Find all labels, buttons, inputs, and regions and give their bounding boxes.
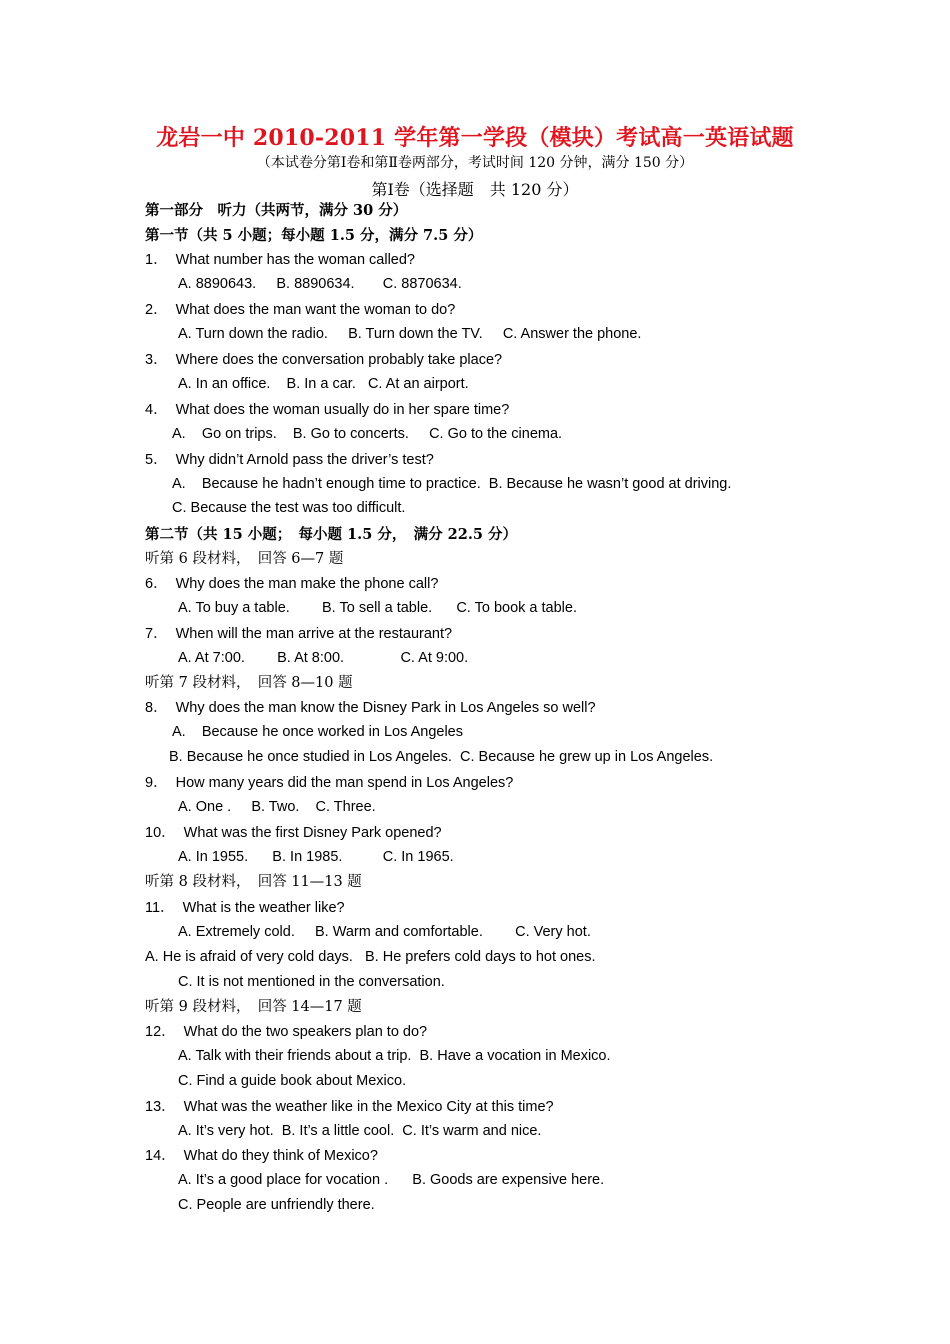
question-5-option-c: C. Because the test was too difficult. (172, 500, 406, 516)
question-8-option-a: A. Because he once worked in Los Angeles (172, 724, 463, 740)
question-7-options: A. At 7:00. B. At 8:00. C. At 9:00. (178, 650, 469, 666)
question-13: 13． What was the weather like in the Mexico City at this time? (145, 1099, 554, 1115)
group-9-instruction: 听第 9 段材料， 回答 14—17 题 (145, 999, 362, 1015)
question-6: 6． Why does the man make the phone call? (145, 576, 439, 592)
question-14-option-c: C. People are unfriendly there. (178, 1197, 375, 1213)
question-3: 3． Where does the conversation probably take place? (145, 352, 503, 368)
part1-heading: 第一部分 听力（共两节，满分 30 分） (145, 202, 408, 219)
question-9: 9． How many years did the man spend in Los Angeles? (145, 775, 514, 791)
question-12-option-c: C. Find a guide book about Mexico. (178, 1073, 407, 1089)
question-9-options: A. One . B. Two. C. Three. (178, 799, 376, 815)
question-10: 10． What was the first Disney Park opened? (145, 825, 442, 841)
group-6-instruction: 听第 6 段材料， 回答 6—7 题 (145, 551, 344, 567)
question-12: 12． What do the two speakers plan to do? (145, 1024, 428, 1040)
question-7: 7． When will the man arrive at the restaurant? (145, 626, 453, 642)
group-7-instruction: 听第 7 段材料， 回答 8—10 题 (145, 675, 353, 691)
question-11-options: A. Extremely cold. B. Warm and comfortable. C. Very hot. (178, 924, 591, 940)
question-10-options: A. In 1955. B. In 1985. C. In 1965. (178, 849, 454, 865)
section2-heading: 第二节（共 15 小题； 每小题 1.5 分， 满分 22.5 分） (145, 526, 518, 543)
question-8-options-b-c: B. Because he once studied in Los Angeles. C. Because he grew up in Los Angeles. (169, 749, 714, 765)
question-8: 8． Why does the man know the Disney Park in Los Angeles so well? (145, 700, 596, 716)
question-2: 2． What does the man want the woman to do? (145, 302, 456, 318)
question-11: 11． What is the weather like? (145, 900, 345, 916)
question-14-options-a-b: A. It’s a good place for vocation . B. Goods are expensive here. (178, 1172, 605, 1188)
question-12-options-a-b: A. Talk with their friends about a trip. B. Have a vocation in Mexico. (178, 1048, 611, 1064)
question-14: 14． What do they think of Mexico? (145, 1148, 378, 1164)
question-1-options: A. 8890643. B. 8890634. C. 8870634. (178, 276, 462, 292)
question-1: 1． What number has the woman called? (145, 252, 415, 268)
exam-subtitle: （本试卷分第Ⅰ卷和第Ⅱ卷两部分，考试时间 120 分钟，满分 150 分） (256, 155, 694, 171)
volume-heading: 第Ⅰ卷（选择题 共 120 分） (371, 180, 579, 199)
question-options-a-b: A. He is afraid of very cold days. B. He prefers cold days to hot ones. (145, 949, 596, 965)
question-4: 4． What does the woman usually do in her spare time? (145, 402, 510, 418)
question-2-options: A. Turn down the radio. B. Turn down the TV. C. Answer the phone. (178, 326, 642, 342)
question-6-options: A. To buy a table. B. To sell a table. C. To book a table. (178, 600, 577, 616)
question-option-c: C. It is not mentioned in the conversation. (178, 974, 445, 990)
question-5: 5． Why didn’t Arnold pass the driver’s test? (145, 452, 434, 468)
question-13-options: A. It’s very hot. B. It’s a little cool. C. It’s warm and nice. (178, 1123, 542, 1139)
question-5-options-a-b: A. Because he hadn’t enough time to practice. B. Because he wasn’t good at driving. (172, 476, 732, 492)
section1-heading: 第一节（共 5 小题；每小题 1.5 分，满分 7.5 分） (145, 227, 483, 244)
group-8-instruction: 听第 8 段材料， 回答 11—13 题 (145, 874, 362, 890)
question-4-options: A. Go on trips. B. Go to concerts. C. Go to the cinema. (172, 426, 563, 442)
question-3-options: A. In an office. B. In a car. C. At an airport. (178, 376, 469, 392)
exam-title: 龙岩一中 2010-2011 学年第一学段（模块）考试高一英语试题 (156, 125, 794, 151)
